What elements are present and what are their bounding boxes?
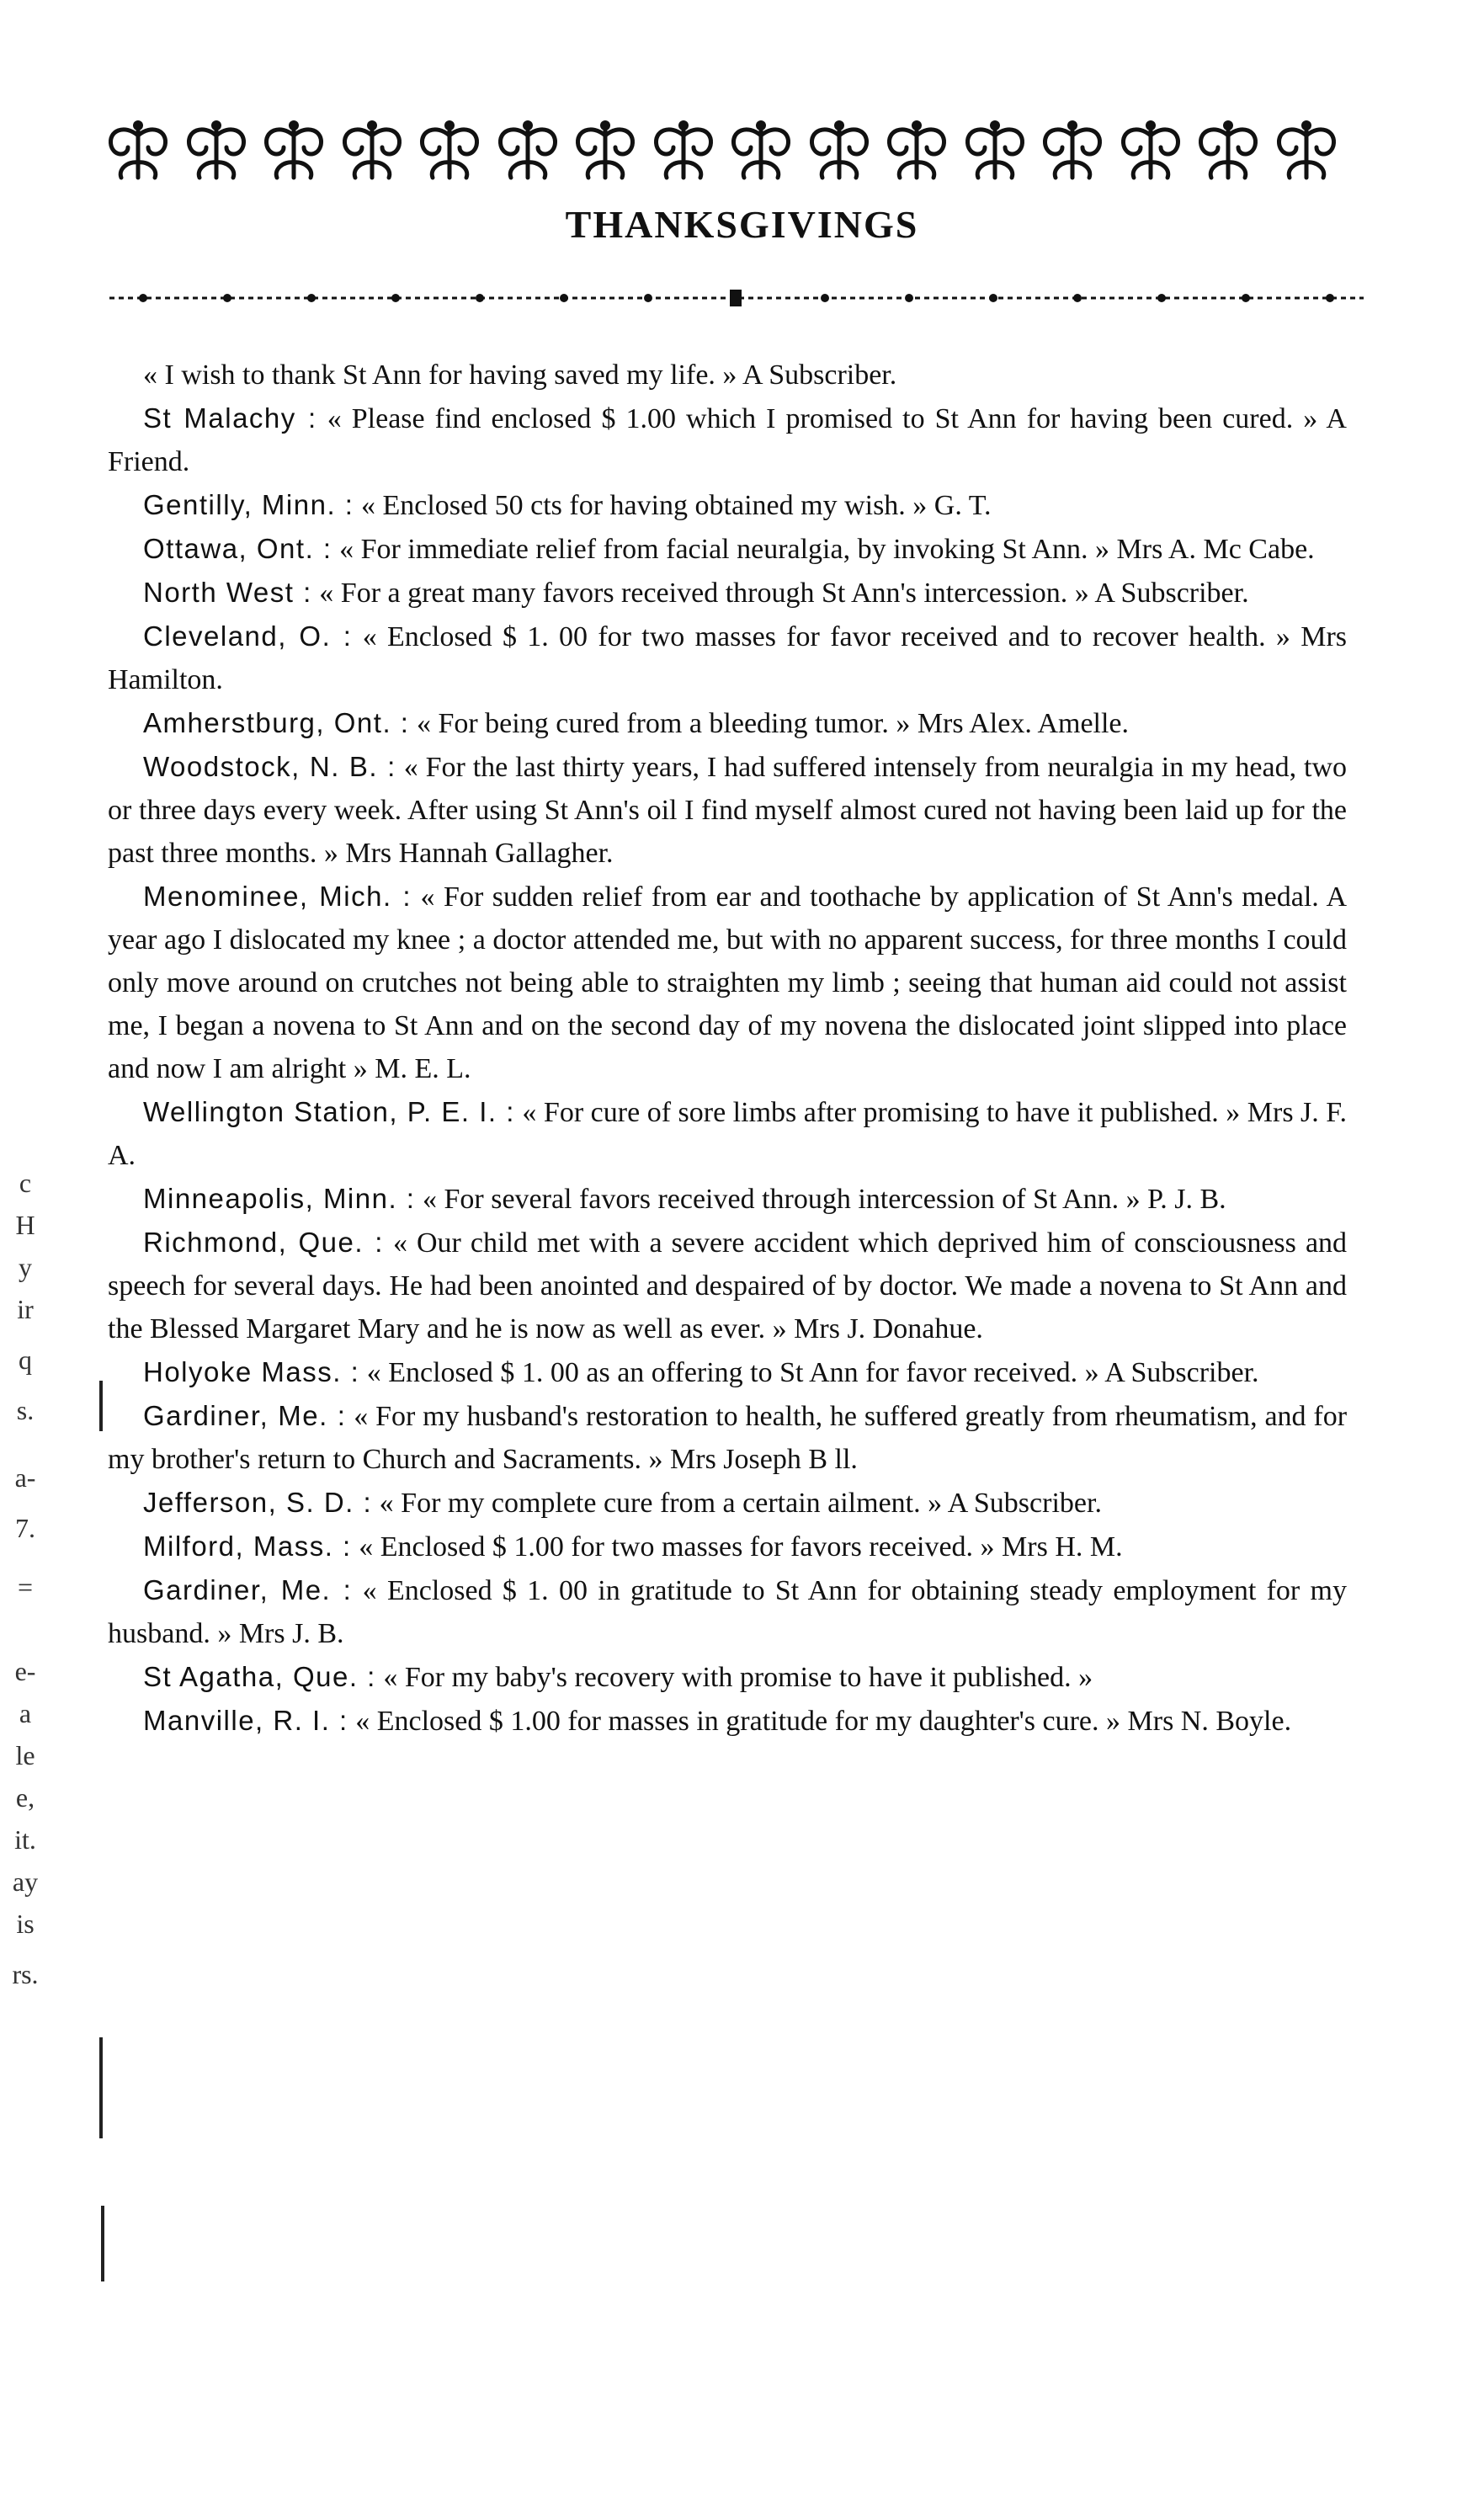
entry-place: Cleveland, O. : [143, 620, 353, 652]
margin-fragment: e, [15, 1782, 35, 1813]
ornament-motif [333, 119, 411, 184]
entry-place: Jefferson, S. D. : [143, 1487, 373, 1518]
margin-fragment: e- [14, 1656, 36, 1686]
margin-fragment: a- [14, 1462, 36, 1493]
ornament-motif [255, 119, 332, 184]
ornament-motif [411, 119, 488, 184]
entry-text: « Enclosed 50 cts for having obtained my wish. » G. T. [360, 490, 992, 521]
ornament-motif [178, 119, 255, 184]
entry-place: Gentilly, Minn. : [143, 489, 354, 520]
entry-text: « Enclosed $ 1. 00 for two masses for favor received and to recover health. » Mrs Hamilton. [108, 621, 1348, 695]
ornament-border-top [99, 118, 1345, 185]
ornament-motif [1112, 119, 1189, 184]
entry-place: Minneapolis, Minn. : [143, 1183, 416, 1214]
thanksgiving-entry [108, 701, 1347, 745]
entry-text: « Enclosed $ 1. 00 in gratitude to St Ann for obtaining steady employment for my husband. » Mrs J. B. [108, 1575, 1347, 1649]
thanksgiving-entry [108, 571, 1347, 615]
entry-text: « For my baby's recovery with promise to have it published. » [383, 1662, 1093, 1693]
entry-text: « Enclosed $ 1.00 for two masses for favors received. » Mrs H. M. [359, 1531, 1123, 1563]
entry-place: St Agatha, Que. : [143, 1661, 376, 1692]
thanksgiving-entry [108, 1655, 1347, 1699]
thanksgiving-entry [108, 1350, 1347, 1394]
entry-place: Holyoke Mass. : [143, 1356, 360, 1387]
thanksgiving-entry [108, 615, 1347, 701]
ornament-motif [645, 119, 722, 184]
entry-place: Gardiner, Me. : [143, 1400, 347, 1431]
entry-text: « For a great many favors received through St Ann's intercession. » A Subscriber. [319, 578, 1249, 609]
thanksgiving-entry [108, 1481, 1347, 1525]
entry-place: Wellington Station, P. E. I. : [143, 1096, 515, 1127]
margin-fragment: it. [14, 1824, 36, 1855]
entry-text: « For my complete cure from a certain ailment. » A Subscriber. [379, 1488, 1102, 1519]
entry-place: Richmond, Que. : [143, 1227, 384, 1258]
ornament-motif [99, 119, 177, 184]
thanksgiving-entry [108, 1090, 1347, 1177]
thanksgiving-entry [108, 397, 1347, 483]
margin-mark [101, 2206, 104, 2281]
margin-fragment: ay [12, 1866, 39, 1897]
thanksgiving-entry [108, 527, 1347, 571]
ornament-motif [1268, 119, 1345, 184]
entry-text: « For sudden relief from ear and toothache by application of St Ann's medal. A year ago I dislocated my knee ; a doctor attended me, but with no apparent success, for three months I could only move around on crutches not being able to straighten my limb ; seeing that human aid could not assist me, I began a novena to St Ann and on the second day of my novena the dislocated joint slipped into place and now I am alright » M. E. L. [108, 881, 1347, 1084]
entry-text: « Please find enclosed $ 1.00 which I promised to St Ann for having been cured. » A Friend. [108, 403, 1347, 477]
margin-fragment: q [19, 1344, 32, 1375]
margin-fragment: c [19, 1168, 32, 1198]
margin-fragment: le [15, 1740, 35, 1770]
entry-place: Gardiner, Me. : [143, 1574, 353, 1605]
ornament-motif [1189, 119, 1267, 184]
ornament-motif [566, 119, 644, 184]
margin-fragment: is [16, 1909, 35, 1939]
margin-mark [99, 1381, 103, 1431]
entry-place: Ottawa, Ont. : [143, 533, 332, 564]
thanksgiving-entry [108, 1177, 1347, 1221]
entry-place: Menominee, Mich. : [143, 881, 412, 912]
entry-place: St Malachy : [143, 402, 317, 434]
entry-text: « I wish to thank St Ann for having saved my life. » A Subscriber. [143, 359, 897, 391]
margin-fragment: rs. [12, 1959, 39, 1989]
margin-mark [99, 2037, 103, 2138]
thanksgiving-entry [108, 354, 1347, 397]
thanksgiving-entry [108, 1699, 1347, 1743]
entry-text: « Enclosed $ 1. 00 as an offering to St Ann for favor received. » A Subscriber. [366, 1357, 1259, 1388]
ornament-rule [109, 288, 1364, 308]
ornament-motif [956, 119, 1034, 184]
entry-text: « For the last thirty years, I had suffered intensely from neuralgia in my head, two or three days every week. After using St Ann's oil I find myself almost cured not having been laid up for the past three months. » Mrs Hannah Gallagher. [108, 752, 1348, 869]
margin-fragment: s. [16, 1395, 35, 1425]
ornament-motif [801, 119, 878, 184]
ornament-motif [489, 119, 566, 184]
entry-place: Woodstock, N. B. : [143, 751, 396, 782]
page-title: THANKSGIVINGS [565, 203, 919, 246]
entry-place: Milford, Mass. : [143, 1531, 352, 1562]
margin-fragment: ir [17, 1294, 34, 1324]
entry-text: « For immediate relief from facial neuralgia, by invoking St Ann. » Mrs A. Mc Cabe. [339, 534, 1315, 565]
thanksgiving-entry [108, 483, 1347, 527]
entry-place: Amherstburg, Ont. : [143, 707, 410, 738]
thanksgiving-entry [108, 1221, 1347, 1350]
thanksgiving-entry [108, 745, 1347, 875]
ornament-motif [1034, 119, 1111, 184]
entry-text: « Enclosed $ 1.00 for masses in gratitude for my daughter's cure. » Mrs N. Boyle. [355, 1706, 1292, 1737]
entry-text: « For my husband's restoration to health, he suffered greatly from rheumatism, and for my brother's return to Church and Sacraments. » Mrs Joseph B ll. [108, 1401, 1348, 1475]
entries-list [108, 354, 1347, 1743]
thanksgiving-entry [108, 875, 1347, 1090]
entry-text: « Our child met with a severe accident which deprived him of consciousness and speech for several days. He had been anointed and despaired of by doctor. We made a novena to St Ann and the Blessed Margaret Mary and he is now as well as ever. » Mrs J. Donahue. [108, 1227, 1348, 1344]
margin-fragment: y [19, 1252, 32, 1282]
entry-place: Manville, R. I. : [143, 1705, 348, 1736]
entry-text: « For several favors received through intercession of St Ann. » P. J. B. [422, 1184, 1226, 1215]
margin-fragment: = [17, 1572, 34, 1602]
entry-place: North West : [143, 577, 312, 608]
ornament-motif [878, 119, 955, 184]
ornament-motif [722, 119, 800, 184]
thanksgiving-entry [108, 1568, 1347, 1655]
entry-text: « For cure of sore limbs after promising to have it published. » Mrs J. F. A. [108, 1097, 1347, 1171]
margin-fragment: 7. [15, 1513, 35, 1543]
margin-fragment: H [15, 1210, 35, 1240]
thanksgiving-entry [108, 1394, 1347, 1481]
thanksgiving-entry [108, 1525, 1347, 1568]
margin-fragment: a [19, 1698, 32, 1728]
entry-text: « For being cured from a bleeding tumor. » Mrs Alex. Amelle. [416, 708, 1130, 739]
